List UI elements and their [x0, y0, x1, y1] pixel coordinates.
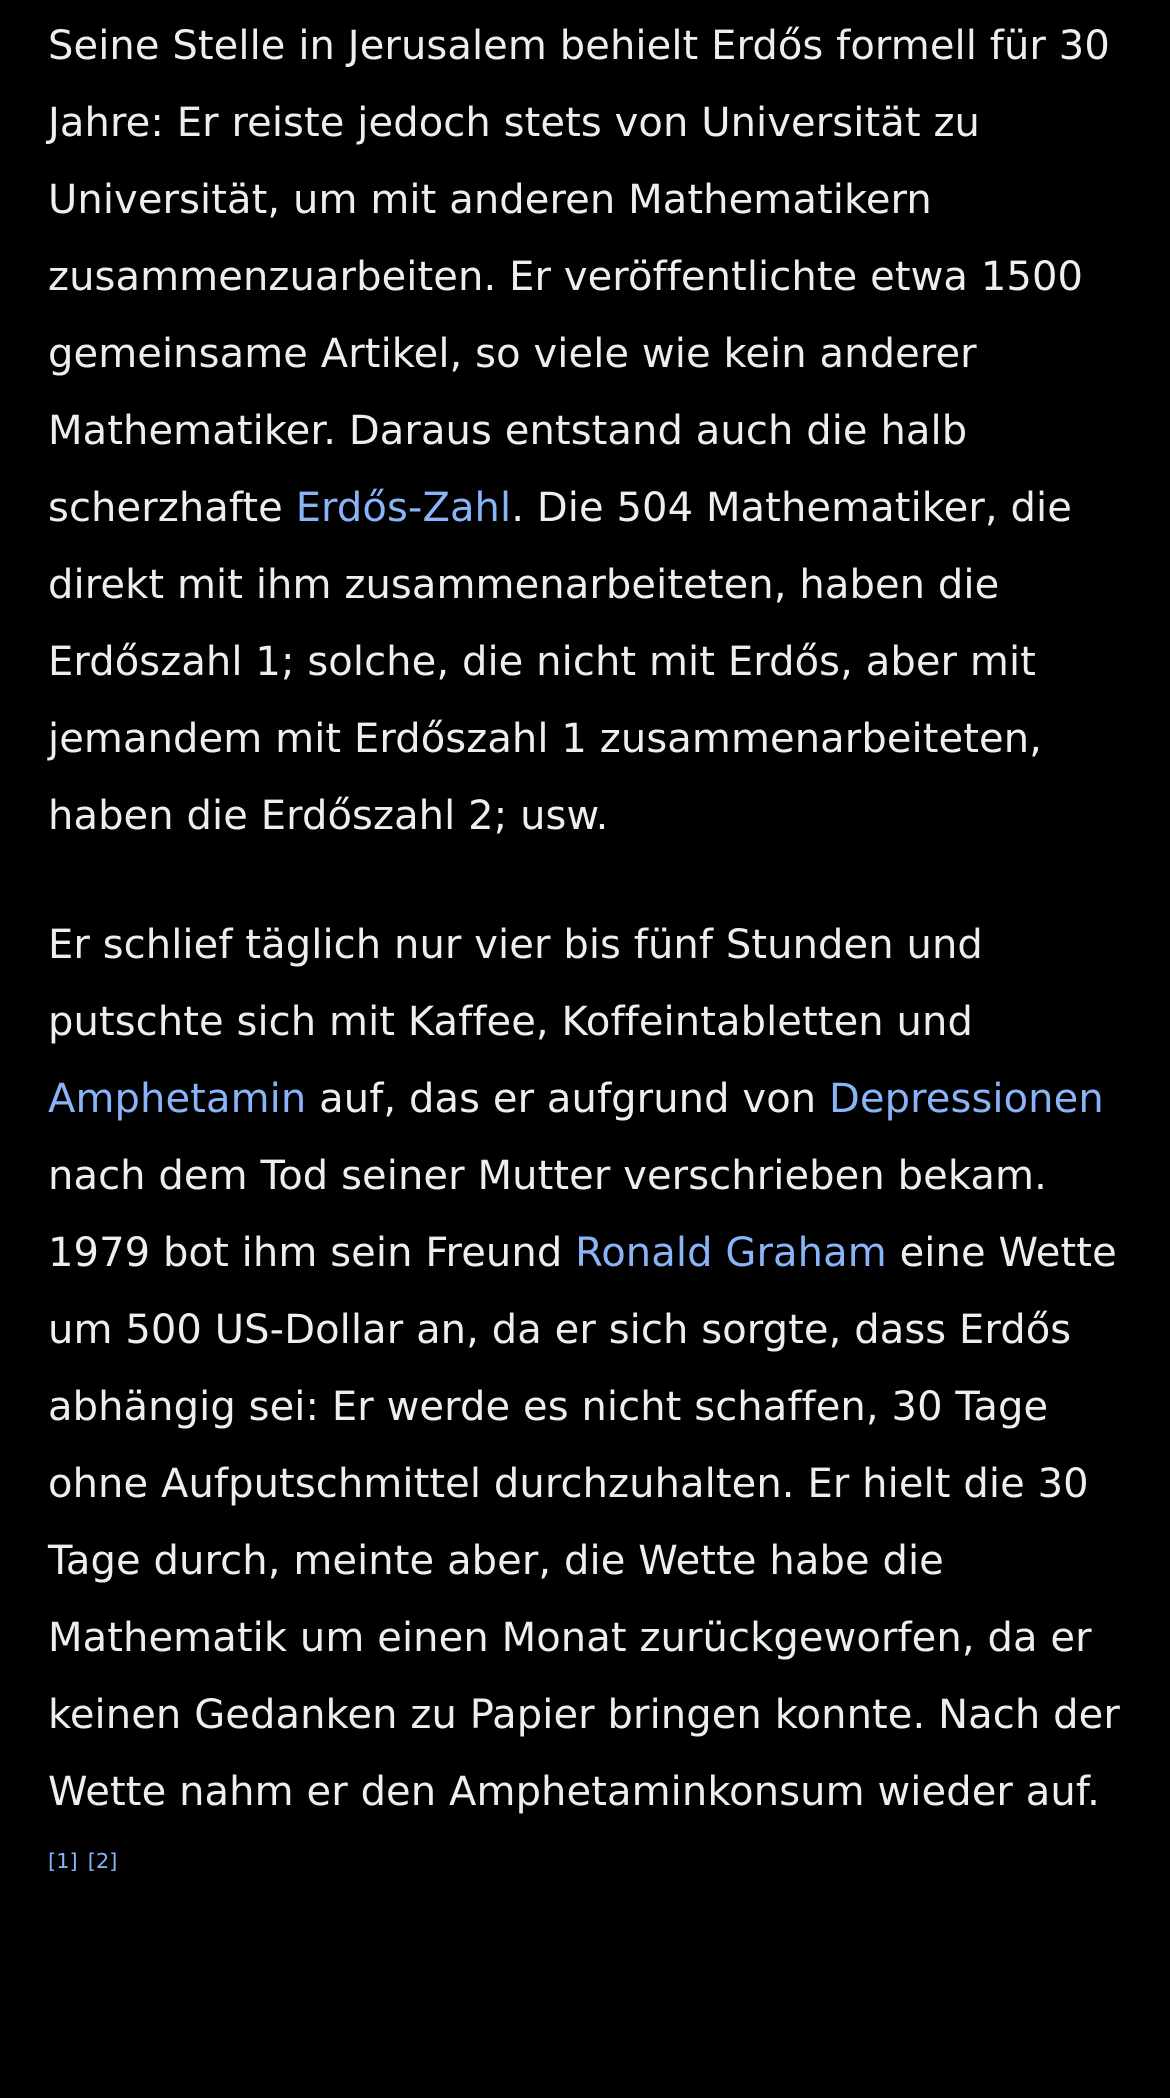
paragraph-text: auf, das er aufgrund von — [306, 1076, 830, 1122]
paragraph-text: Seine Stelle in Jerusalem behielt Erdős formell für 30 Jahre: Er reiste jedoch stets von Universität zu Universität, um mit anderen Mathematikern zusammenzuarbeiten. Er veröffentlichte etwa 1500 gemeinsame Artikel, so viele wie kein anderer Mathematiker. Daraus entstand auch die halb scherzhafte — [48, 23, 1110, 531]
wiki-link[interactable]: Depressionen — [829, 1076, 1104, 1122]
paragraph-erdos-number — [48, 8, 1122, 855]
reference-link[interactable]: [1] — [48, 1848, 78, 1873]
wiki-link[interactable]: Erdős-Zahl — [295, 485, 512, 531]
paragraph-amphetamine-bet — [48, 907, 1122, 1908]
reference-link[interactable]: [2] — [87, 1848, 118, 1873]
wiki-link[interactable]: Ronald Graham — [575, 1230, 887, 1276]
paragraph-text: . Die 504 Mathematiker, die direkt mit ihm zusammenarbeiteten, haben die Erdőszahl 1; solche, die nicht mit Erdős, aber mit jemandem mit Erdőszahl 1 zusammenarbeiteten, haben die Erdőszahl 2; usw. — [48, 485, 1072, 839]
paragraph-text: nach dem Tod seiner Mutter verschrieben bekam. 1979 bot ihm sein Freund — [48, 1153, 1047, 1276]
article-body — [0, 8, 1170, 1908]
wiki-link[interactable]: Amphetamin — [48, 1076, 307, 1122]
paragraph-text: Er schlief täglich nur vier bis fünf Stunden und putschte sich mit Kaffee, Koffeintabletten und — [48, 922, 983, 1045]
paragraph-text: eine Wette um 500 US-Dollar an, da er sich sorgte, dass Erdős abhängig sei: Er werde es nicht schaffen, 30 Tage ohne Aufputschmittel durchzuhalten. Er hielt die 30 Tage durch, meinte aber, die Wette habe die Mathematik um einen Monat zurückgeworfen, da er keinen Gedanken zu Papier bringen konnte. Nach der Wette nahm er den Amphetaminkonsum wieder auf. — [48, 1230, 1120, 1815]
reference-marks — [48, 1849, 118, 1873]
paragraph-list — [48, 8, 1122, 1908]
